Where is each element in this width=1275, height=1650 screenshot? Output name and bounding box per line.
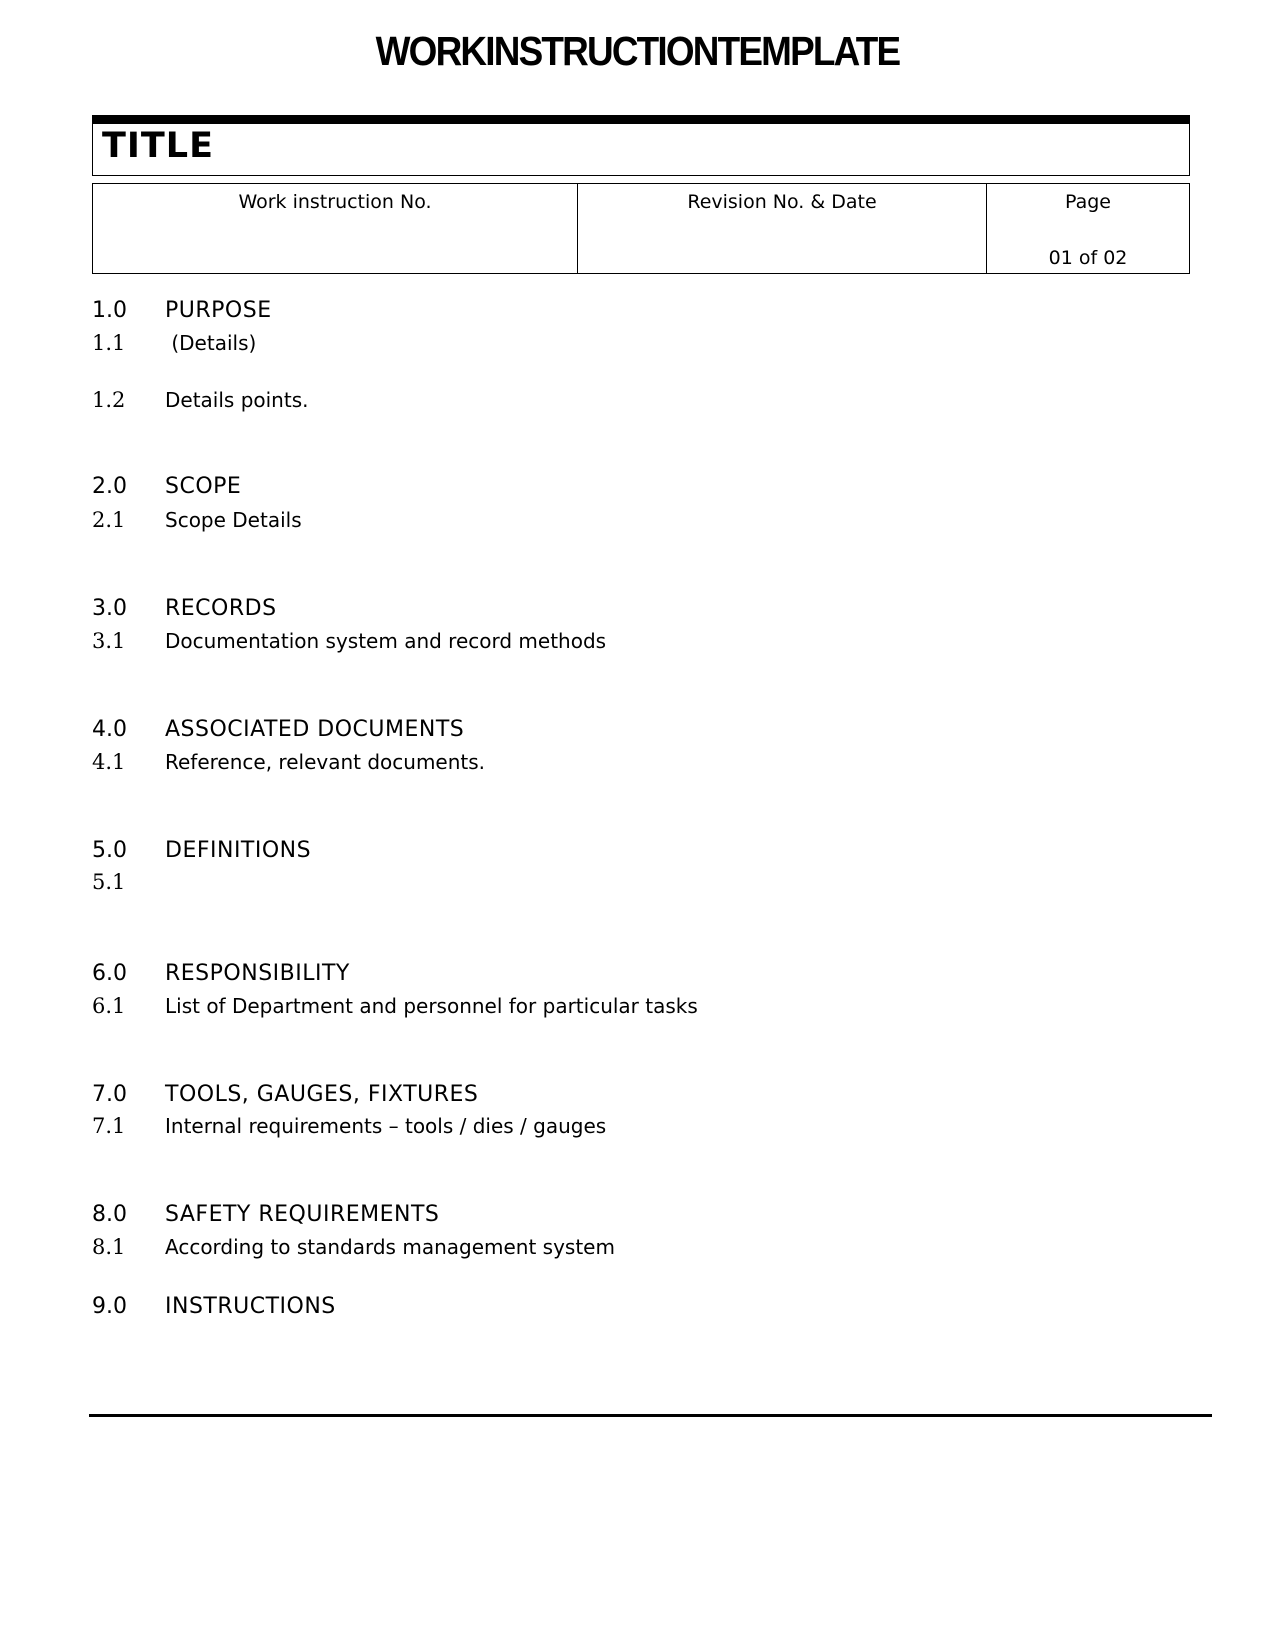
item-number: 7.1 xyxy=(92,1114,126,1138)
section-title-purpose: PURPOSE xyxy=(165,298,272,323)
section-title-records: RECORDS xyxy=(165,596,277,621)
item-text: Details points. xyxy=(165,388,309,412)
item-number: 8.1 xyxy=(92,1235,126,1259)
section-title-definitions: DEFINITIONS xyxy=(165,838,312,863)
section-title-scope: SCOPE xyxy=(165,474,242,499)
footer-divider xyxy=(89,1414,1212,1417)
section-title-tools: TOOLS, GAUGES, FIXTURES xyxy=(165,1082,479,1107)
title-label: TITLE xyxy=(102,126,214,166)
item-number: 6.1 xyxy=(92,994,126,1018)
item-text: (Details) xyxy=(165,331,257,355)
document-heading: WORKINSTRUCTIONTEMPLATE xyxy=(375,28,900,74)
item-number: 1.2 xyxy=(92,388,126,412)
section-number: 4.0 xyxy=(92,717,127,742)
work-instruction-no-cell xyxy=(93,184,577,273)
item-text: Internal requirements – tools / dies / gauges xyxy=(165,1114,607,1138)
section-number: 5.0 xyxy=(92,838,127,863)
page-label: Page xyxy=(1065,191,1111,213)
section-number: 7.0 xyxy=(92,1082,127,1107)
section-title-instructions: INSTRUCTIONS xyxy=(165,1294,336,1319)
item-number: 1.1 xyxy=(92,331,126,355)
section-number: 9.0 xyxy=(92,1294,127,1319)
item-number: 3.1 xyxy=(92,629,126,653)
item-text: Scope Details xyxy=(165,508,302,532)
revision-label: Revision No. & Date xyxy=(687,191,877,213)
section-title-associated-documents: ASSOCIATED DOCUMENTS xyxy=(165,717,465,742)
info-table xyxy=(92,183,1190,274)
item-text: Reference, relevant documents. xyxy=(165,750,486,774)
item-number: 5.1 xyxy=(92,870,126,894)
item-number: 4.1 xyxy=(92,750,126,774)
page-value: 01 of 02 xyxy=(1048,247,1128,269)
section-title-responsibility: RESPONSIBILITY xyxy=(165,961,350,986)
item-text: Documentation system and record methods xyxy=(165,629,607,653)
item-number: 2.1 xyxy=(92,508,126,532)
item-text: List of Department and personnel for particular tasks xyxy=(165,994,698,1018)
section-number: 6.0 xyxy=(92,961,127,986)
title-box xyxy=(92,115,1190,176)
section-title-safety: SAFETY REQUIREMENTS xyxy=(165,1202,440,1227)
section-number: 8.0 xyxy=(92,1202,127,1227)
section-number: 2.0 xyxy=(92,474,127,499)
section-number: 1.0 xyxy=(92,298,127,323)
revision-cell xyxy=(577,184,986,273)
section-number: 3.0 xyxy=(92,596,127,621)
work-instruction-no-label: Work instruction No. xyxy=(238,191,432,213)
item-text: According to standards management system xyxy=(165,1235,615,1259)
page-cell xyxy=(986,184,1189,273)
